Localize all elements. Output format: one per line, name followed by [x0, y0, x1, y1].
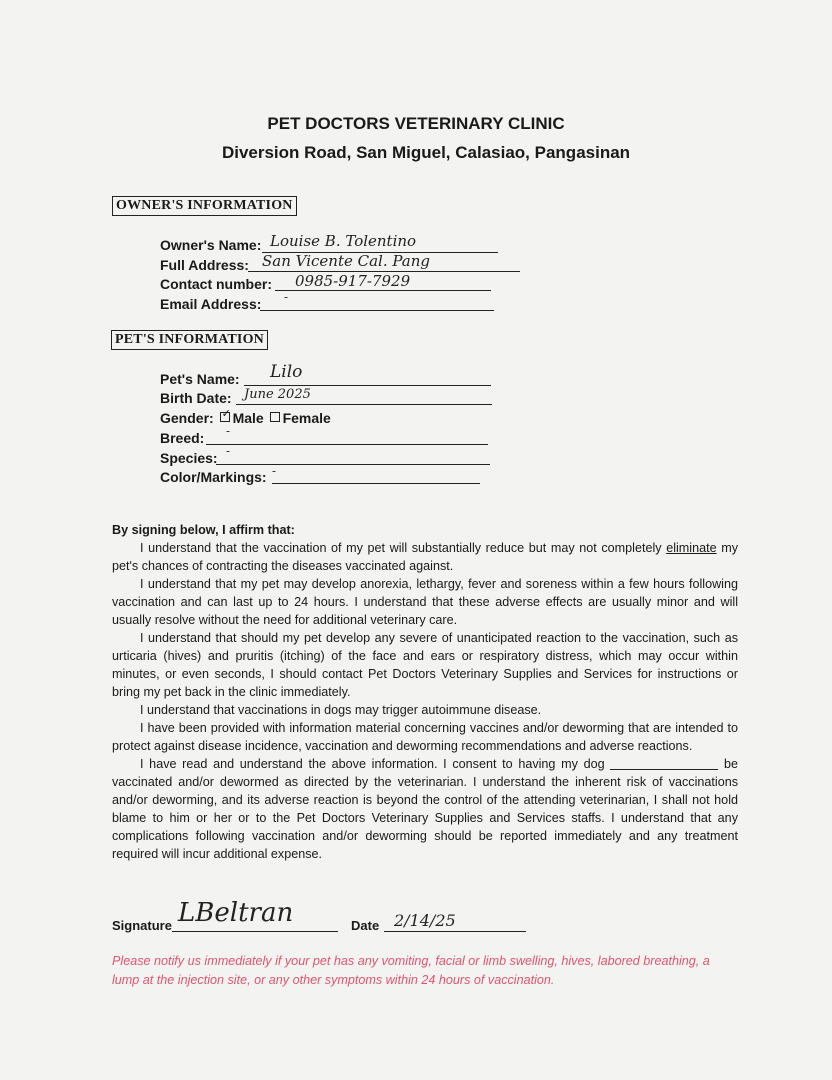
affirmation-paragraph-2: I understand that my pet may develop anorexia, lethargy, fever and soreness within a few hours following vaccination and can last up to 24 hours. I understand that these adverse effects are usually minor and will usually resolve without the need for additional veterinary care. [112, 577, 738, 627]
pet-name-line [244, 385, 491, 386]
owner-email-value[interactable]: - [284, 290, 289, 304]
gender-row [160, 410, 331, 426]
aftercare-notice: Please notify us immediately if your pet has any vomiting, facial or limb swelling, hives, labored breathing, a lump at the injection site, or any other symptoms within 24 hours of vaccination. [112, 954, 710, 987]
owner-name-label: Owner's Name: [160, 237, 262, 253]
owner-contact-value[interactable]: 0985-917-7929 [295, 272, 411, 290]
affirmation-paragraph-3: I understand that should my pet develop any severe of unanticipated reaction to the vaccination, such as urticaria (hives) and pruritis (itching) of the face and ears or respiratory distress, which may occur within minutes, or even seconds, I should contact Pet Doctors Veterinary Supplies and Services for instructions or bring my pet back in the clinic immediately. [112, 631, 738, 699]
species-label: Species: [160, 450, 218, 466]
species-value[interactable]: - [226, 444, 231, 458]
birth-date-label: Birth Date: [160, 390, 232, 406]
pet-name-label: Pet's Name: [160, 371, 240, 387]
pet-name-value[interactable]: Lilo [270, 362, 303, 382]
owner-name-value[interactable]: Louise B. Tolentino [270, 232, 417, 250]
owner-address-label: Full Address: [160, 257, 249, 273]
affirmation-block [112, 521, 738, 863]
affirmation-paragraph-1: I understand that the vaccination of my pet will substantially reduce but may not completely eliminate my pet's chances of contracting the diseases vaccinated against. [112, 541, 738, 573]
date-label: Date [351, 918, 380, 933]
owner-email-line [260, 310, 494, 311]
pet-section-title: PET'S INFORMATION [111, 330, 268, 350]
color-markings-line [272, 483, 480, 484]
signature-label: Signature [112, 918, 172, 933]
affirmation-paragraph-6: I have read and understand the above information. I consent to having my dog be vaccinated and/or dewormed as directed by the veterinarian. I understand the inherent risk of vaccinations and/or deworming, and its adverse reaction is beyond the control of the attending veterinarian, I shall not hold blame to him or her or to the Pet Doctors Veterinary Supplies and Services staffs. I understand that any complications following vaccination and/or deworming should be reported immediately and any treatment required will incur additional expense. [112, 757, 738, 861]
gender-female-label: Female [282, 410, 331, 426]
gender-label: Gender: [160, 410, 214, 426]
date-line [384, 931, 526, 932]
clinic-address: Diversion Road, San Miguel, Calasiao, Pangasinan [221, 143, 631, 162]
clinic-name: PET DOCTORS VETERINARY CLINIC [267, 114, 565, 133]
owner-contact-line [275, 290, 491, 291]
breed-value[interactable]: - [226, 424, 231, 438]
date-value[interactable]: 2/14/25 [394, 911, 456, 930]
affirmation-title: By signing below, I affirm that: [112, 523, 295, 537]
affirmation-paragraph-5: I have been provided with information material concerning vaccines and/or deworming that are intended to protect against disease incidence, vaccination and deworming recommendations and adverse reactions. [112, 721, 738, 753]
female-checkbox[interactable] [270, 412, 280, 422]
signature-value[interactable]: LBeltran [178, 898, 294, 928]
owner-contact-label: Contact number: [160, 276, 272, 292]
species-line [216, 464, 490, 465]
gender-male-label: Male [232, 410, 264, 426]
dog-name-blank[interactable] [610, 757, 718, 770]
color-markings-label: Color/Markings: [160, 469, 267, 485]
birth-date-value[interactable]: June 2025 [244, 387, 311, 402]
birth-date-line [236, 404, 492, 405]
affirmation-paragraph-4: I understand that vaccinations in dogs may trigger autoimmune disease. [140, 703, 542, 717]
male-checkbox-checked[interactable]: ✓ [221, 408, 231, 420]
breed-label: Breed: [160, 430, 205, 446]
owner-address-value[interactable]: San Vicente Cal. Pang [262, 252, 431, 270]
signature-line [172, 931, 338, 932]
breed-line [206, 444, 488, 445]
color-markings-value[interactable]: - [272, 464, 277, 478]
owner-section-title: OWNER'S INFORMATION [112, 196, 297, 216]
owner-email-label: Email Address: [160, 296, 262, 312]
